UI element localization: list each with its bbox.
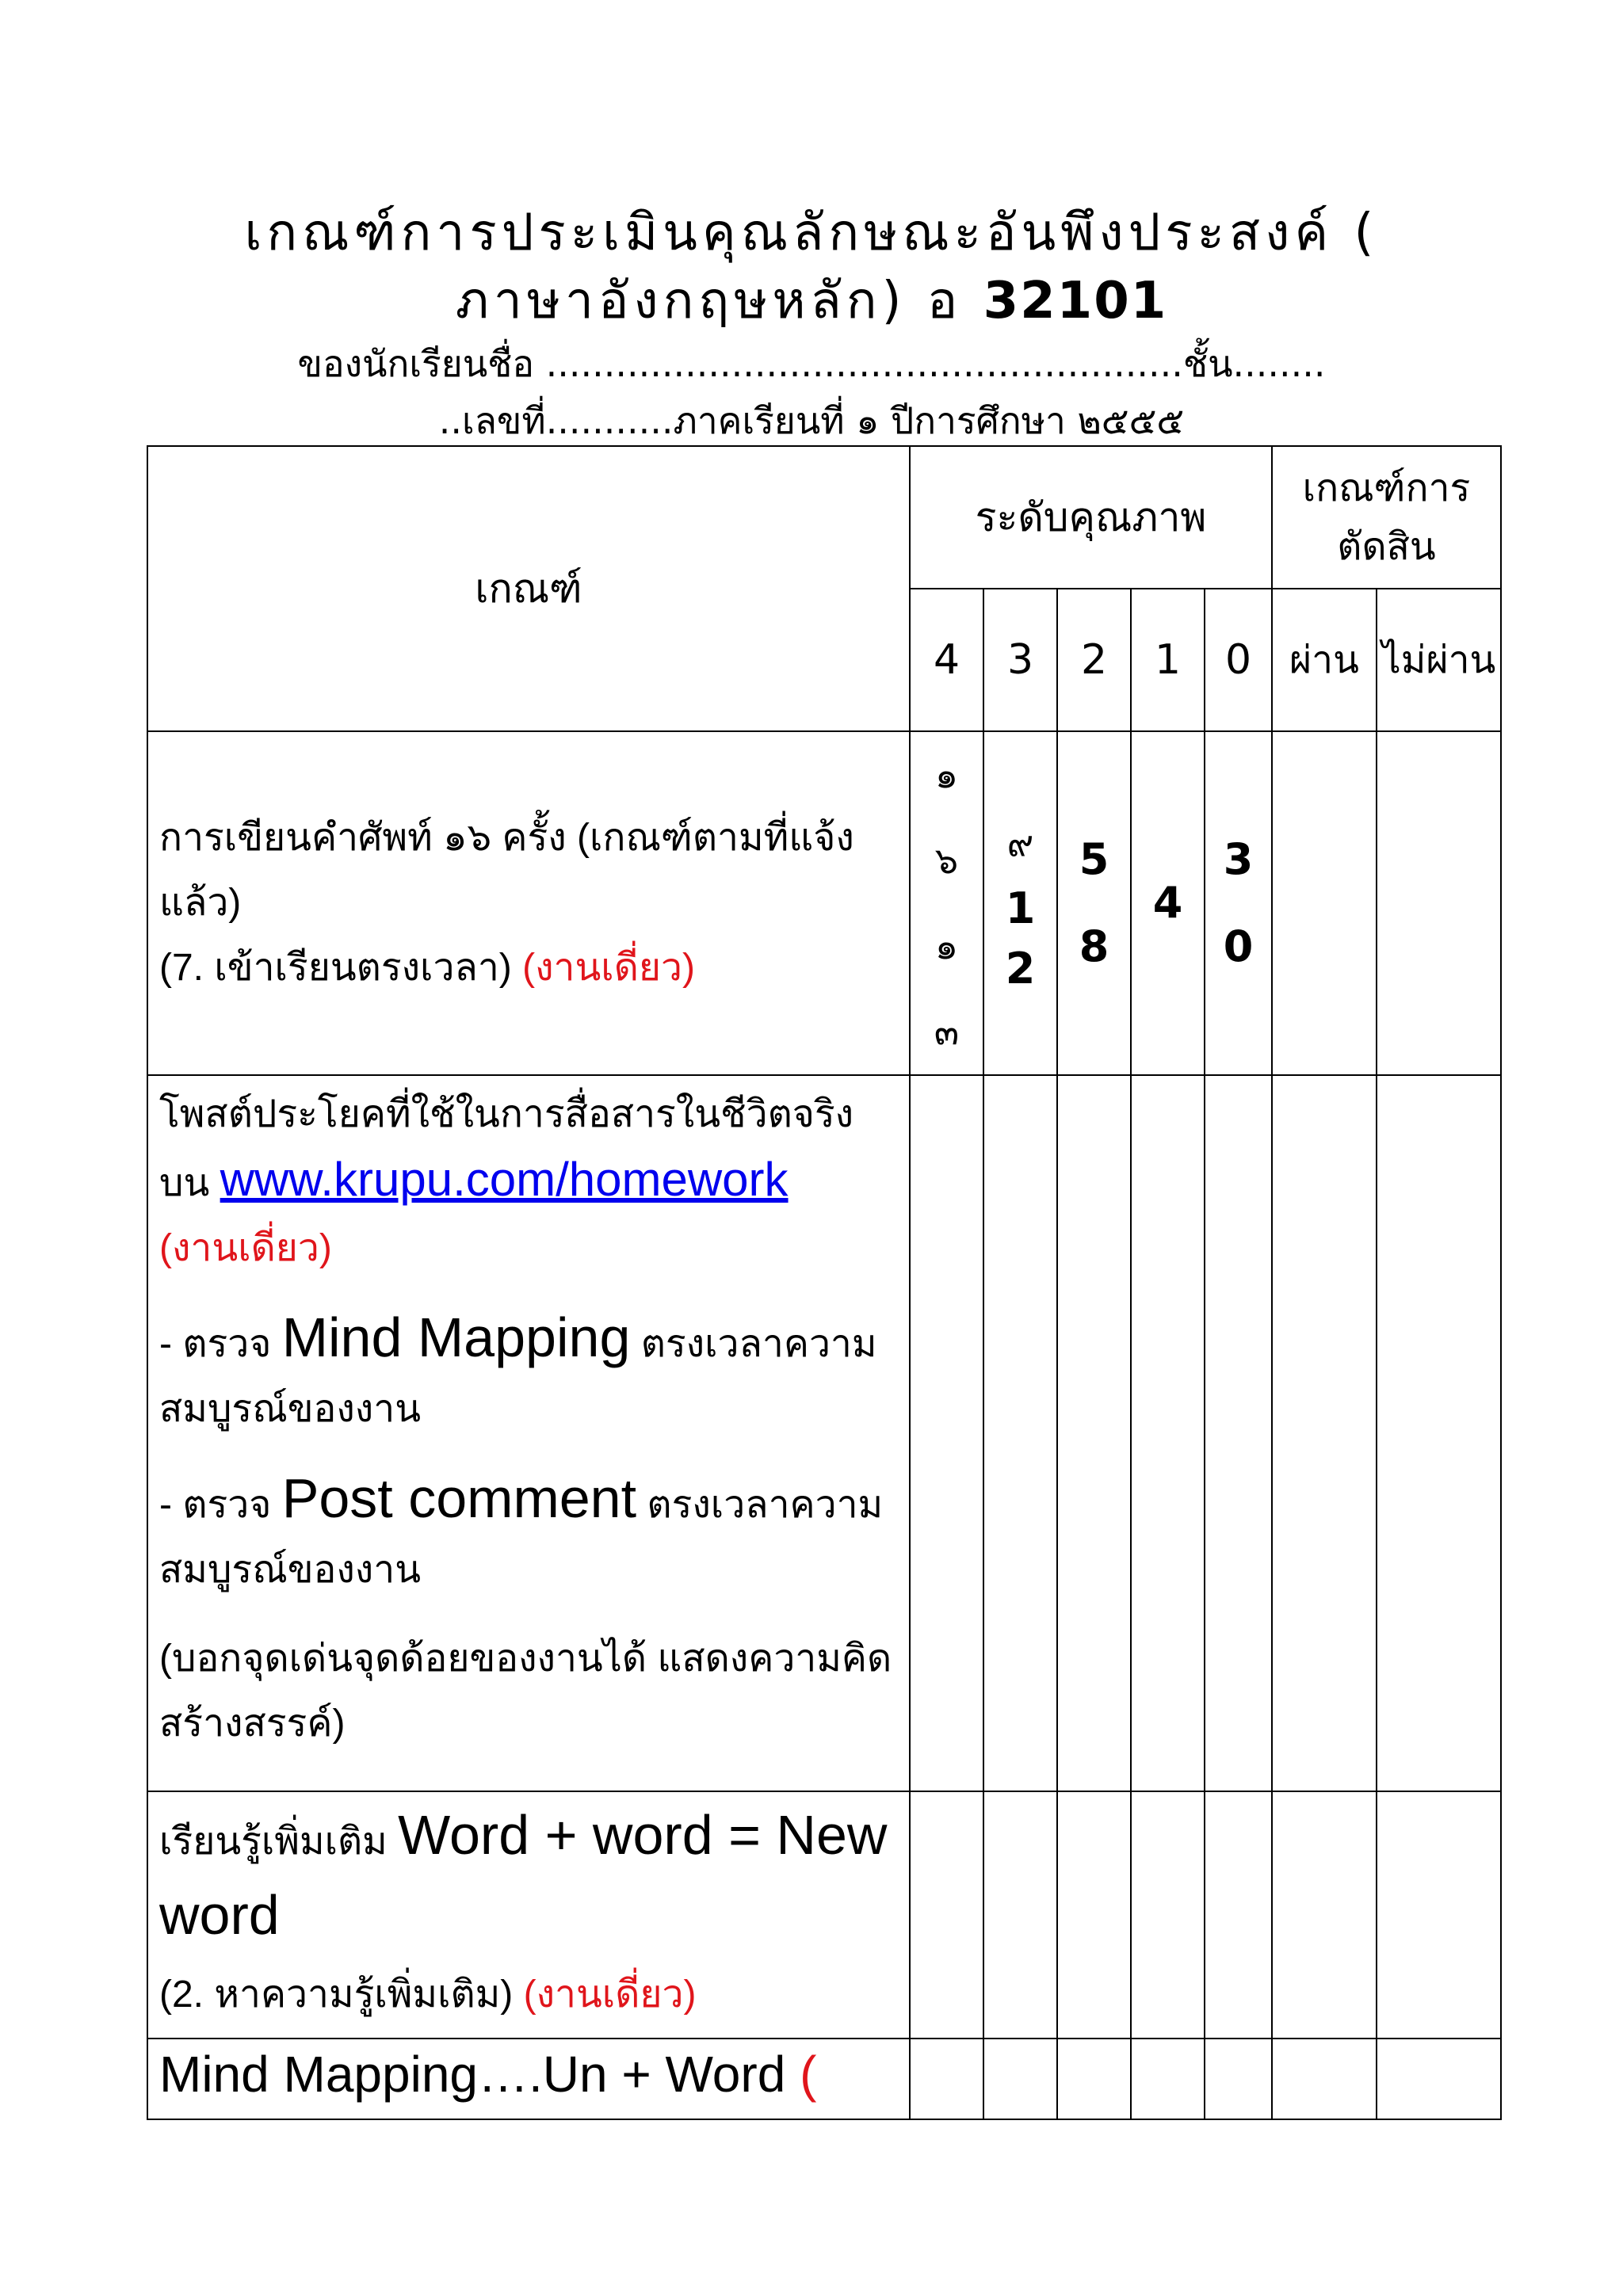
score-level-0: 30 bbox=[1205, 731, 1272, 1075]
student-name-line: ของนักเรียนชื่อ .......................................................ชั้น........ bbox=[297, 342, 1326, 385]
score-level-3 bbox=[983, 731, 1057, 1075]
document-title-line1: เกณฑ์การประเมินคุณลักษณะอันพึงประสงค์ ( bbox=[244, 204, 1379, 262]
level-3-header: 3 bbox=[983, 589, 1057, 731]
check-suffix: ตรงเวลาความสมบูรณ์ของงาน bbox=[159, 1484, 884, 1591]
criterion-extra-knowledge bbox=[159, 1958, 898, 2031]
score-level-2: 58 bbox=[1057, 731, 1131, 1075]
check-mind-mapping bbox=[159, 1305, 898, 1442]
word-formula: Word + word = New word bbox=[159, 1804, 888, 1946]
criterion-mind-mapping-un bbox=[147, 2039, 910, 2119]
level-1-header: 1 bbox=[1131, 589, 1205, 731]
criterion-attendance bbox=[159, 936, 898, 1001]
score-cell bbox=[1205, 1075, 1272, 1791]
criterion-posting bbox=[147, 1075, 910, 1791]
criterion-word-formation-text bbox=[159, 1798, 898, 1958]
post-comment-label: Post comment bbox=[281, 1467, 637, 1529]
course-code: 32101 bbox=[983, 272, 1168, 330]
pass-cell bbox=[1272, 731, 1377, 1075]
pass-cell bbox=[1272, 2039, 1377, 2119]
rubric-table bbox=[147, 445, 1502, 2120]
criterion-posting-intro: โพสต์ประโยคที่ใช้ในการสื่อสารในชีวิตจริงบน bbox=[159, 1093, 854, 1204]
fail-header: ไม่ผ่าน bbox=[1377, 589, 1501, 731]
title-subject: ภาษาอังกฤษหลัก) อ bbox=[455, 272, 983, 330]
individual-work-label: (งานเดี่ยว) bbox=[523, 1974, 697, 2016]
score-cell bbox=[1057, 2039, 1131, 2119]
score-cell bbox=[983, 2039, 1057, 2119]
score-level-3-value: 12 bbox=[1005, 883, 1036, 994]
score-cell bbox=[910, 1075, 983, 1791]
check-post-comment bbox=[159, 1466, 898, 1603]
score-level-1: 4 bbox=[1131, 731, 1205, 1075]
table-row bbox=[147, 731, 1501, 1075]
score-cell bbox=[1205, 2039, 1272, 2119]
quality-level-header: ระดับคุณภาพ bbox=[910, 446, 1272, 589]
fail-cell bbox=[1377, 1075, 1501, 1791]
homework-link[interactable]: www.krupu.com/homework bbox=[220, 1153, 789, 1206]
pass-header: ผ่าน bbox=[1272, 589, 1377, 731]
fail-cell bbox=[1377, 2039, 1501, 2119]
score-level-4: ๑๖ ๑๓ bbox=[910, 731, 983, 1075]
score-cell bbox=[1057, 1791, 1131, 2039]
mind-mapping-un-text: Mind Mapping….Un + Word bbox=[159, 2046, 800, 2103]
pass-cell bbox=[1272, 1075, 1377, 1791]
score-cell bbox=[1057, 1075, 1131, 1791]
table-row bbox=[147, 1075, 1501, 1791]
table-row bbox=[147, 1791, 1501, 2039]
criterion-vocabulary-text: การเขียนคำศัพท์ ๑๖ ครั้ง (เกณฑ์ตามที่แจ้งแล้ว) bbox=[159, 817, 854, 924]
level-0-header: 0 bbox=[1205, 589, 1272, 731]
check-prefix: - ตรวจ bbox=[159, 1323, 282, 1365]
fail-cell bbox=[1377, 731, 1501, 1075]
level-4-header: 4 bbox=[910, 589, 983, 731]
level-2-header: 2 bbox=[1057, 589, 1131, 731]
criterion-word-formation bbox=[147, 1791, 910, 2039]
check-suffix: ตรงเวลาความสมบูรณ์ของงาน bbox=[159, 1323, 877, 1430]
criteria-header: เกณฑ์ bbox=[147, 446, 910, 731]
mind-mapping-label: Mind Mapping bbox=[281, 1306, 631, 1368]
score-cell bbox=[983, 1075, 1057, 1791]
student-number-line: ..เลขที่...........ภาคเรียนที่ ๑ ปีการศึกษา ๒๕๕๕ bbox=[438, 399, 1185, 442]
open-paren: ( bbox=[800, 2046, 817, 2103]
criterion-note: (บอกจุดเด่นจุดด้อยของงานได้ แสดงความคิดสร้างสรรค์) bbox=[159, 1638, 892, 1745]
score-cell bbox=[1205, 1791, 1272, 2039]
score-cell bbox=[910, 2039, 983, 2119]
pass-cell bbox=[1272, 1791, 1377, 2039]
learn-more-label: เรียนรู้เพิ่มเติม bbox=[159, 1821, 399, 1863]
check-prefix: - ตรวจ bbox=[159, 1484, 282, 1526]
document-title-line2 bbox=[0, 272, 1623, 330]
criterion-attendance-text: (7. เข้าเรียนตรงเวลา) bbox=[159, 947, 523, 989]
criterion-vocabulary bbox=[147, 731, 910, 1075]
table-row bbox=[147, 2039, 1501, 2119]
score-level-3-thai: ๙ bbox=[1006, 822, 1034, 864]
score-cell bbox=[910, 1791, 983, 2039]
score-cell bbox=[1131, 1075, 1205, 1791]
score-cell bbox=[1131, 1791, 1205, 2039]
extra-knowledge-text: (2. หาความรู้เพิ่มเติม) bbox=[159, 1974, 524, 2016]
individual-work-label: (งานเดี่ยว) bbox=[159, 1227, 332, 1269]
score-cell bbox=[1131, 2039, 1205, 2119]
decision-header: เกณฑ์การตัดสิน bbox=[1272, 446, 1501, 589]
fail-cell bbox=[1377, 1791, 1501, 2039]
criterion-posting-text bbox=[159, 1082, 898, 1216]
individual-work-label: (งานเดี่ยว) bbox=[522, 947, 695, 989]
score-cell bbox=[983, 1791, 1057, 2039]
